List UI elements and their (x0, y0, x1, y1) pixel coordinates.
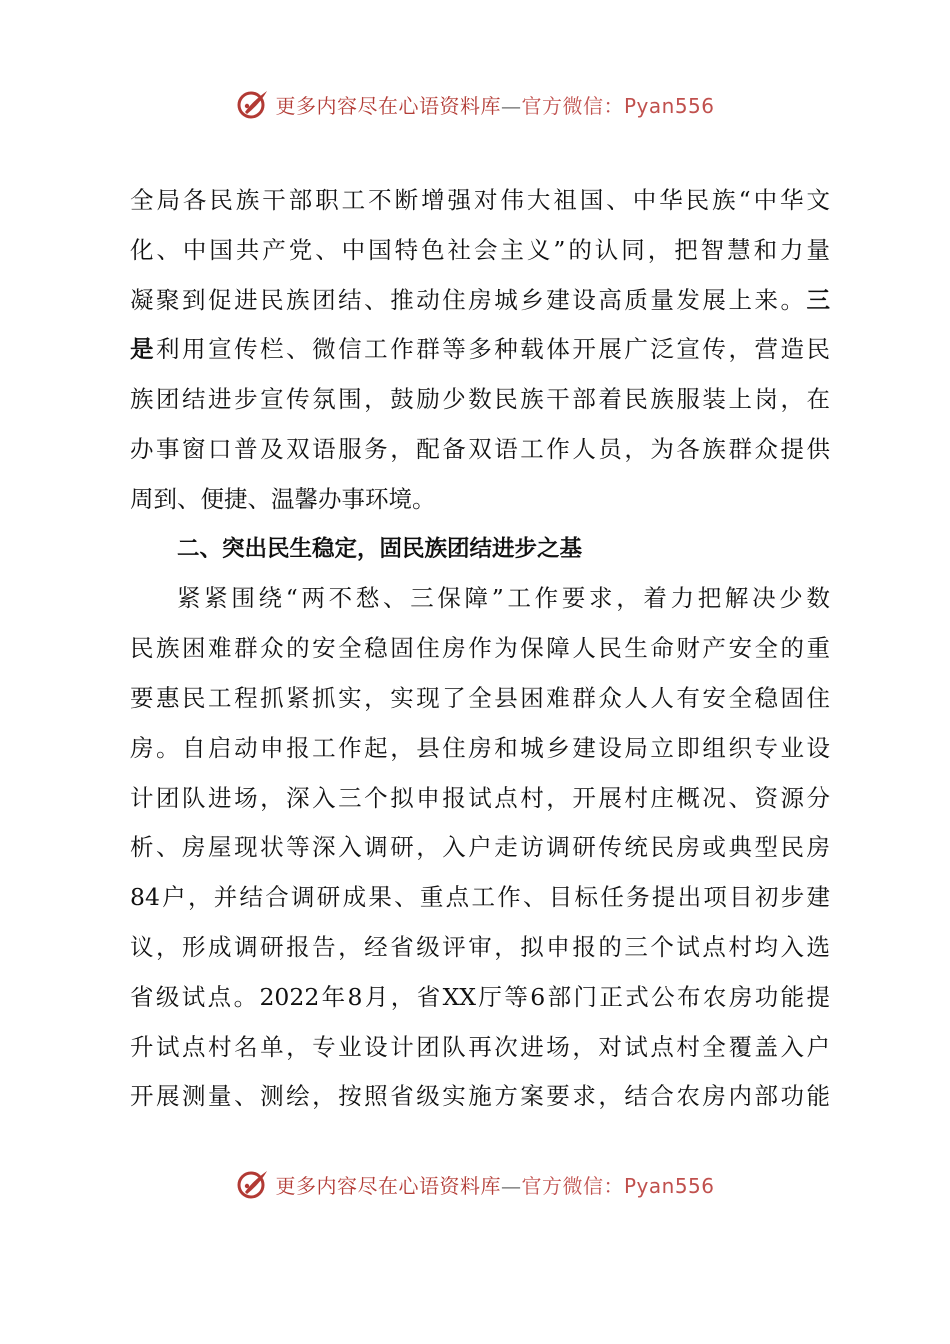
paragraph-line: 84户，并结合调研成果、重点工作、目标任务提出项目初步建 (130, 883, 830, 912)
paragraph-line: 议，形成调研报告，经省级评审，拟申报的三个试点村均入选 (130, 932, 830, 961)
paragraph-line: 办事窗口普及双语服务，配备双语工作人员，为各族群众提供 (130, 434, 830, 463)
paragraph-line: 开展测量、测绘，按照省级实施方案要求，结合农房内部功能 (130, 1082, 830, 1111)
quill-logo-icon (235, 1166, 271, 1202)
paragraph-line: 升试点村名单，专业设计团队再次进场，对试点村全覆盖入户 (130, 1032, 830, 1061)
footer-watermark-banner (0, 1164, 950, 1204)
paragraph-line: 要惠民工程抓紧抓实，实现了全县困难群众人人有安全稳固住 (130, 683, 830, 712)
paragraph-line: 是利用宣传栏、微信工作群等多种载体开展广泛宣传，营造民 (130, 335, 830, 364)
document-body (130, 176, 830, 1122)
bold-marker: 三 (806, 285, 830, 314)
paragraph-line: 周到、便捷、温馨办事环境。 (130, 484, 436, 513)
paragraph-line: 房。自启动申报工作起，县住房和城乡建设局立即组织专业设 (130, 733, 830, 762)
paragraph-line: 省级试点。2022年8月，省XX厅等6部门正式公布农房功能提 (130, 982, 830, 1011)
header-watermark-banner (0, 84, 950, 124)
paragraph-line: 化、中国共产党、中国特色社会主义”的认同，把智慧和力量 (130, 235, 830, 264)
paragraph-line: 民族困难群众的安全稳固住房作为保障人民生命财产安全的重 (130, 634, 830, 663)
banner-text: 更多内容尽在心语资料库—官方微信：Pyan556 (275, 1173, 715, 1198)
paragraph-line: 计团队进场，深入三个拟申报试点村，开展村庄概况、资源分 (130, 783, 830, 812)
paragraph-line: 族团结进步宣传氛围，鼓励少数民族干部着民族服装上岗，在 (130, 385, 830, 414)
bold-marker: 是 (130, 335, 157, 364)
quill-logo-icon (235, 86, 271, 122)
paragraph-line: 析、房屋现状等深入调研，入户走访调研传统民房或典型民房 (130, 833, 830, 862)
banner-text: 更多内容尽在心语资料库—官方微信：Pyan556 (275, 93, 715, 118)
paragraph-line: 紧紧围绕“两不愁、三保障”工作要求，着力把解决少数 (177, 584, 830, 613)
section-heading: 二、突出民生稳定，固民族团结进步之基 (177, 535, 583, 562)
paragraph-line: 凝聚到促进民族团结、推动住房城乡建设高质量发展上来。三 (130, 285, 830, 314)
paragraph-line: 全局各民族干部职工不断增强对伟大祖国、中华民族“中华文 (130, 186, 830, 214)
